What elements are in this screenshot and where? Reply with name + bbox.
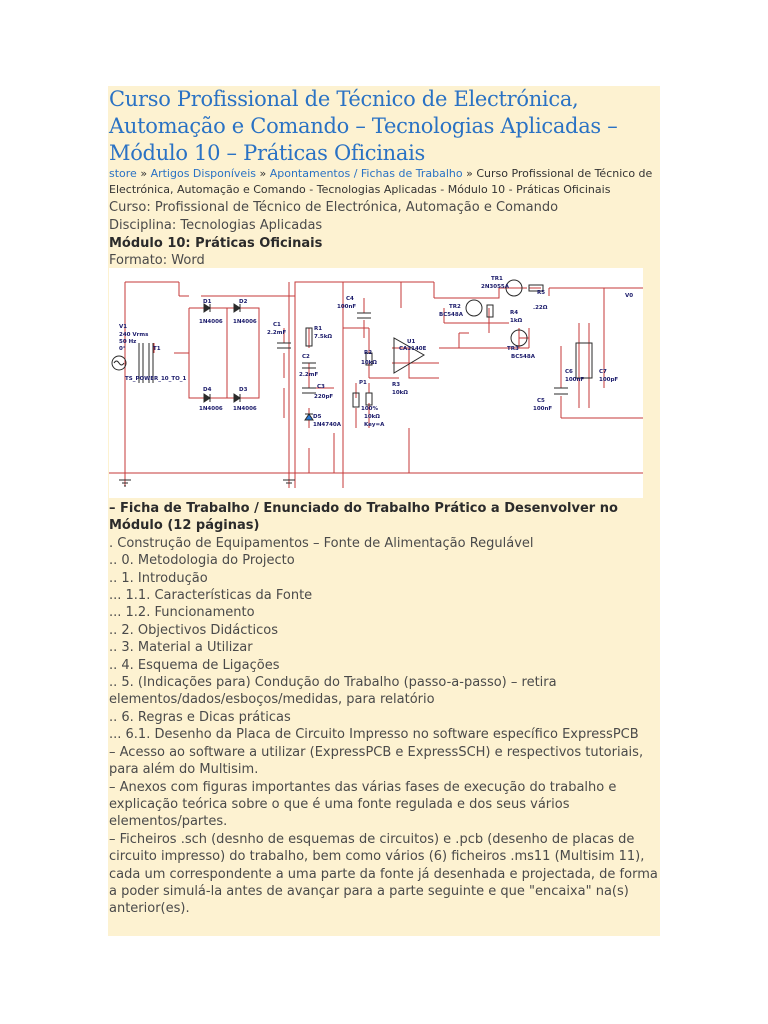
- label-r2: R2: [364, 350, 373, 356]
- list-item: .. 6. Regras e Dicas práticas: [109, 709, 291, 725]
- label-d3-val: 1N4006: [233, 406, 257, 412]
- label-c2-val: 2.2mF: [299, 372, 319, 378]
- diode-d2-icon: [234, 304, 240, 312]
- article-title: [109, 86, 661, 167]
- circuit-schematic: [109, 268, 643, 498]
- label-tr1-val: 2N3055A: [481, 284, 509, 290]
- schematic-wires: [109, 282, 643, 488]
- label-d4: D4: [203, 387, 212, 393]
- title-line-1: Curso Profissional de Técnico de Electrónica,: [109, 87, 579, 111]
- list-item: .. 4. Esquema de Ligações: [109, 657, 280, 673]
- meta-formato: Formato: Word: [109, 253, 205, 268]
- label-c1-val: 2.2mF: [267, 330, 287, 336]
- label-vo: V0: [625, 293, 634, 299]
- list-item: .. 5. (Indicações para) Condução do Trabalho (passo-a-passo) – retira elementos/dados/esboços/medidas, para relatório: [109, 675, 557, 708]
- label-r3-val: 10kΩ: [392, 390, 408, 396]
- label-d4-val: 1N4006: [199, 406, 223, 412]
- diode-d3-icon: [204, 394, 210, 402]
- breadcrumb: [109, 166, 659, 198]
- capacitor-bank-c6-c7-icon: [576, 343, 592, 378]
- label-d1: D1: [203, 299, 212, 305]
- label-tr3: TR3: [507, 346, 519, 352]
- label-tr2: TR2: [449, 304, 461, 310]
- label-c3-val: 220pF: [314, 394, 334, 400]
- label-d3: D3: [239, 387, 248, 393]
- label-d1-val: 1N4006: [199, 319, 223, 325]
- label-v1: V1: [119, 324, 128, 330]
- label-r1: R1: [314, 326, 323, 332]
- breadcrumb-separator: »: [462, 167, 477, 180]
- label-c7-val: 100pF: [599, 377, 619, 383]
- ground-icon: [119, 480, 295, 486]
- breadcrumb-separator: »: [255, 167, 270, 180]
- label-r1-val: 7.5kΩ: [314, 334, 333, 340]
- label-c4: C4: [346, 296, 354, 302]
- label-c3: C3: [317, 384, 325, 390]
- list-item: – Anexos com figuras importantes das várias fases de execução do trabalho e explicação teórica sobre o que é uma fonte regulada e dos seus vários elementos/partes.: [109, 779, 617, 830]
- meta-disciplina: Disciplina: Tecnologias Aplicadas: [109, 218, 323, 233]
- label-p1: P1: [359, 380, 367, 386]
- label-r2-val: 10kΩ: [361, 360, 377, 366]
- list-item: ... 1.1. Características da Fonte: [109, 588, 313, 604]
- label-d5-val: 1N4740A: [313, 422, 341, 428]
- meta-curso: Curso: Profissional de Técnico de Electrónica, Automação e Comando: [109, 200, 559, 215]
- label-r5-val: .22Ω: [533, 305, 548, 311]
- label-v1-spec1: 240 Vrms: [119, 332, 149, 338]
- label-d2: D2: [239, 299, 248, 305]
- label-c6: C6: [565, 369, 573, 375]
- list-item: – Acesso ao software a utilizar (ExpressPCB e ExpressSCH) e respectivos tutoriais, para além do Multisim.: [109, 744, 644, 778]
- breadcrumb-apontamentos-link[interactable]: Apontamentos / Fichas de Trabalho: [269, 167, 463, 180]
- label-c6-val: 100nF: [565, 377, 585, 383]
- label-t1-name: TS_POWER_10_TO_1: [125, 376, 187, 382]
- list-item: .. 0. Metodologia do Projecto: [109, 553, 295, 569]
- breadcrumb-separator: »: [136, 167, 151, 180]
- capacitor-c5-icon: [554, 388, 568, 394]
- breadcrumb-current: Curso Profissional de Técnico de Electrónica, Automação e Comando - Tecnologias Aplicadas - Módulo 10 - Práticas Oficinais: [109, 167, 653, 196]
- label-c7: C7: [599, 369, 607, 375]
- diode-d4-icon: [234, 394, 240, 402]
- list-item: .. 3. Material a Utilizar: [109, 640, 253, 656]
- label-v1-spec2: 50 Hz: [119, 339, 137, 345]
- title-line-2: Automação e Comando – Tecnologias Aplicadas –: [109, 114, 618, 138]
- label-r4-val: 1kΩ: [510, 318, 523, 324]
- label-p1-pct: 100%: [361, 406, 378, 412]
- label-c4-val: 100nF: [337, 304, 357, 310]
- label-d2-val: 1N4006: [233, 319, 257, 325]
- zener-d5-icon: [305, 414, 313, 420]
- label-r3: R3: [392, 382, 401, 388]
- section-heading: – Ficha de Trabalho / Enunciado do Trabalho Prático a Desenvolver no Módulo (12 páginas): [109, 501, 618, 534]
- list-item: ... 1.2. Funcionamento: [109, 605, 255, 621]
- list-item: – Ficheiros .sch (desnho de esquemas de circuitos) e .pcb (desenho de placas de circuito impresso) do trabalho, bem como vários (6) ficheiros .ms11 (Multisim 11), cada um correspondente a uma parte da fonte já desenhada e projectada, de forma a poder simulá-la antes de avançar para a parte seguinte e que "encaixa" na(s) anterior(es).: [109, 831, 658, 917]
- label-v1-spec3: 0°: [119, 346, 126, 352]
- label-tr2-val: BC548A: [439, 312, 463, 318]
- label-c5-val: 100nF: [533, 406, 553, 412]
- label-p1-key: Key=A: [364, 422, 385, 428]
- resistor-r4-icon: [487, 305, 493, 317]
- capacitor-c3-icon: [302, 388, 316, 393]
- label-tr3-val: BC548A: [511, 354, 535, 360]
- list-item: ... 6.1. Desenho da Placa de Circuito Impresso no software específico ExpressPCB: [109, 727, 639, 743]
- label-tr1: TR1: [491, 276, 503, 282]
- transistor-tr2-icon: [466, 300, 482, 316]
- label-c5: C5: [537, 398, 545, 404]
- schematic-components: [112, 280, 592, 486]
- capacitor-c4-icon: [357, 313, 371, 318]
- diode-d1-icon: [204, 304, 210, 312]
- label-t1: T1: [153, 346, 161, 352]
- label-p1-val: 10kΩ: [364, 414, 380, 420]
- label-d5: D5: [313, 414, 322, 420]
- breadcrumb-artigos-link[interactable]: Artigos Disponíveis: [150, 167, 256, 180]
- list-item: .. 2. Objectivos Didácticos: [109, 622, 279, 638]
- label-u1-val: CA3140E: [399, 346, 427, 352]
- label-r5: R5: [537, 290, 546, 296]
- breadcrumb-store-link[interactable]: store: [109, 167, 137, 180]
- label-c2: C2: [302, 354, 310, 360]
- content-body: [109, 500, 659, 918]
- title-line-3: Módulo 10 – Práticas Oficinais: [109, 141, 426, 165]
- meta-modulo: Módulo 10: Práticas Oficinais: [109, 236, 323, 251]
- label-c1: C1: [273, 322, 281, 328]
- list-item: .. 1. Introdução: [109, 570, 208, 586]
- label-u1: U1: [407, 339, 416, 345]
- list-item: . Construção de Equipamentos – Fonte de Alimentação Regulável: [109, 535, 534, 551]
- label-r4: R4: [510, 310, 519, 316]
